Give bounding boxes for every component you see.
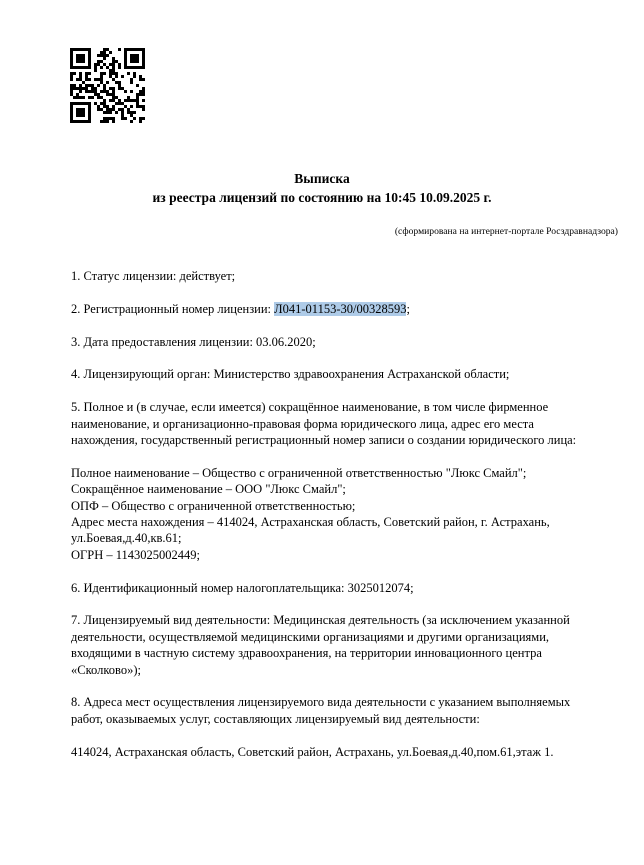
title-line-2: из реестра лицензий по состоянию на 10:45 10.09.2025 г. [152,189,492,205]
registration-number-suffix: ; [406,301,410,316]
paragraph-grant-date: 3. Дата предоставления лицензии: 03.06.2020; [71,334,316,349]
paragraph-org-intro: 5. Полное и (в случае, если имеется) сокращённое наименование, в том числе фирменное наименование, и организационно-правовая форма юридического лица, адрес его места нахождения, государственный регистрационный номер записи о создании юридического лица: [71,400,577,447]
org-ogrn: ОГРН – 1143025002449; [71,547,200,562]
qr-code [70,48,145,123]
org-address: Адрес места нахождения – 414024, Астраханская область, Советский район, г. Астрахань, ул.Боевая,д.40,кв.61; [71,515,550,546]
paragraph-license-status: 1. Статус лицензии: действует; [71,269,236,283]
organization-details-block [71,465,593,563]
paragraph-licensed-activity: 7. Лицензируемый вид деятельности: Медицинская деятельность (за исключением указанной деятельности, осуществляемой медицинскими организациями и другими организациями, входящими в частную систему здравоохранения, на территории инновационного центра «Сколково»); [71,613,570,677]
document-body [71,268,593,776]
registration-number-label: 2. Регистрационный номер лицензии: [71,301,275,316]
paragraph-licensing-authority: 4. Лицензирующий орган: Министерство здравоохранения Астраханской области; [71,367,510,382]
org-short-name: Сокращённое наименование – ООО "Люкс Смайл"; [71,482,346,497]
paragraph-registration-number [71,301,593,317]
paragraph-activity-address: 414024, Астраханская область, Советский район, Астрахань, ул.Боевая,д.40,пом.61,этаж 1. [71,744,554,759]
title-line-1: Выписка [294,171,350,186]
document-title [0,170,644,207]
paragraph-addresses-intro: 8. Адреса мест осуществления лицензируемого вида деятельности с указанием выполняемых работ, оказываемых услуг, составляющих лицензируемый вид деятельности: [71,695,571,726]
paragraph-inn: 6. Идентификационный номер налогоплательщика: 3025012074; [71,580,414,595]
formed-note: (сформирована на интернет-портале Росздравнадзора) [394,226,618,237]
registration-number-selected-text[interactable]: Л041-01153-30/00328593 [274,301,407,316]
org-legal-form: ОПФ – Общество с ограниченной ответственностью; [71,498,356,513]
org-full-name: Полное наименование – Общество с ограниченной ответственностью "Люкс Смайл"; [71,465,527,480]
